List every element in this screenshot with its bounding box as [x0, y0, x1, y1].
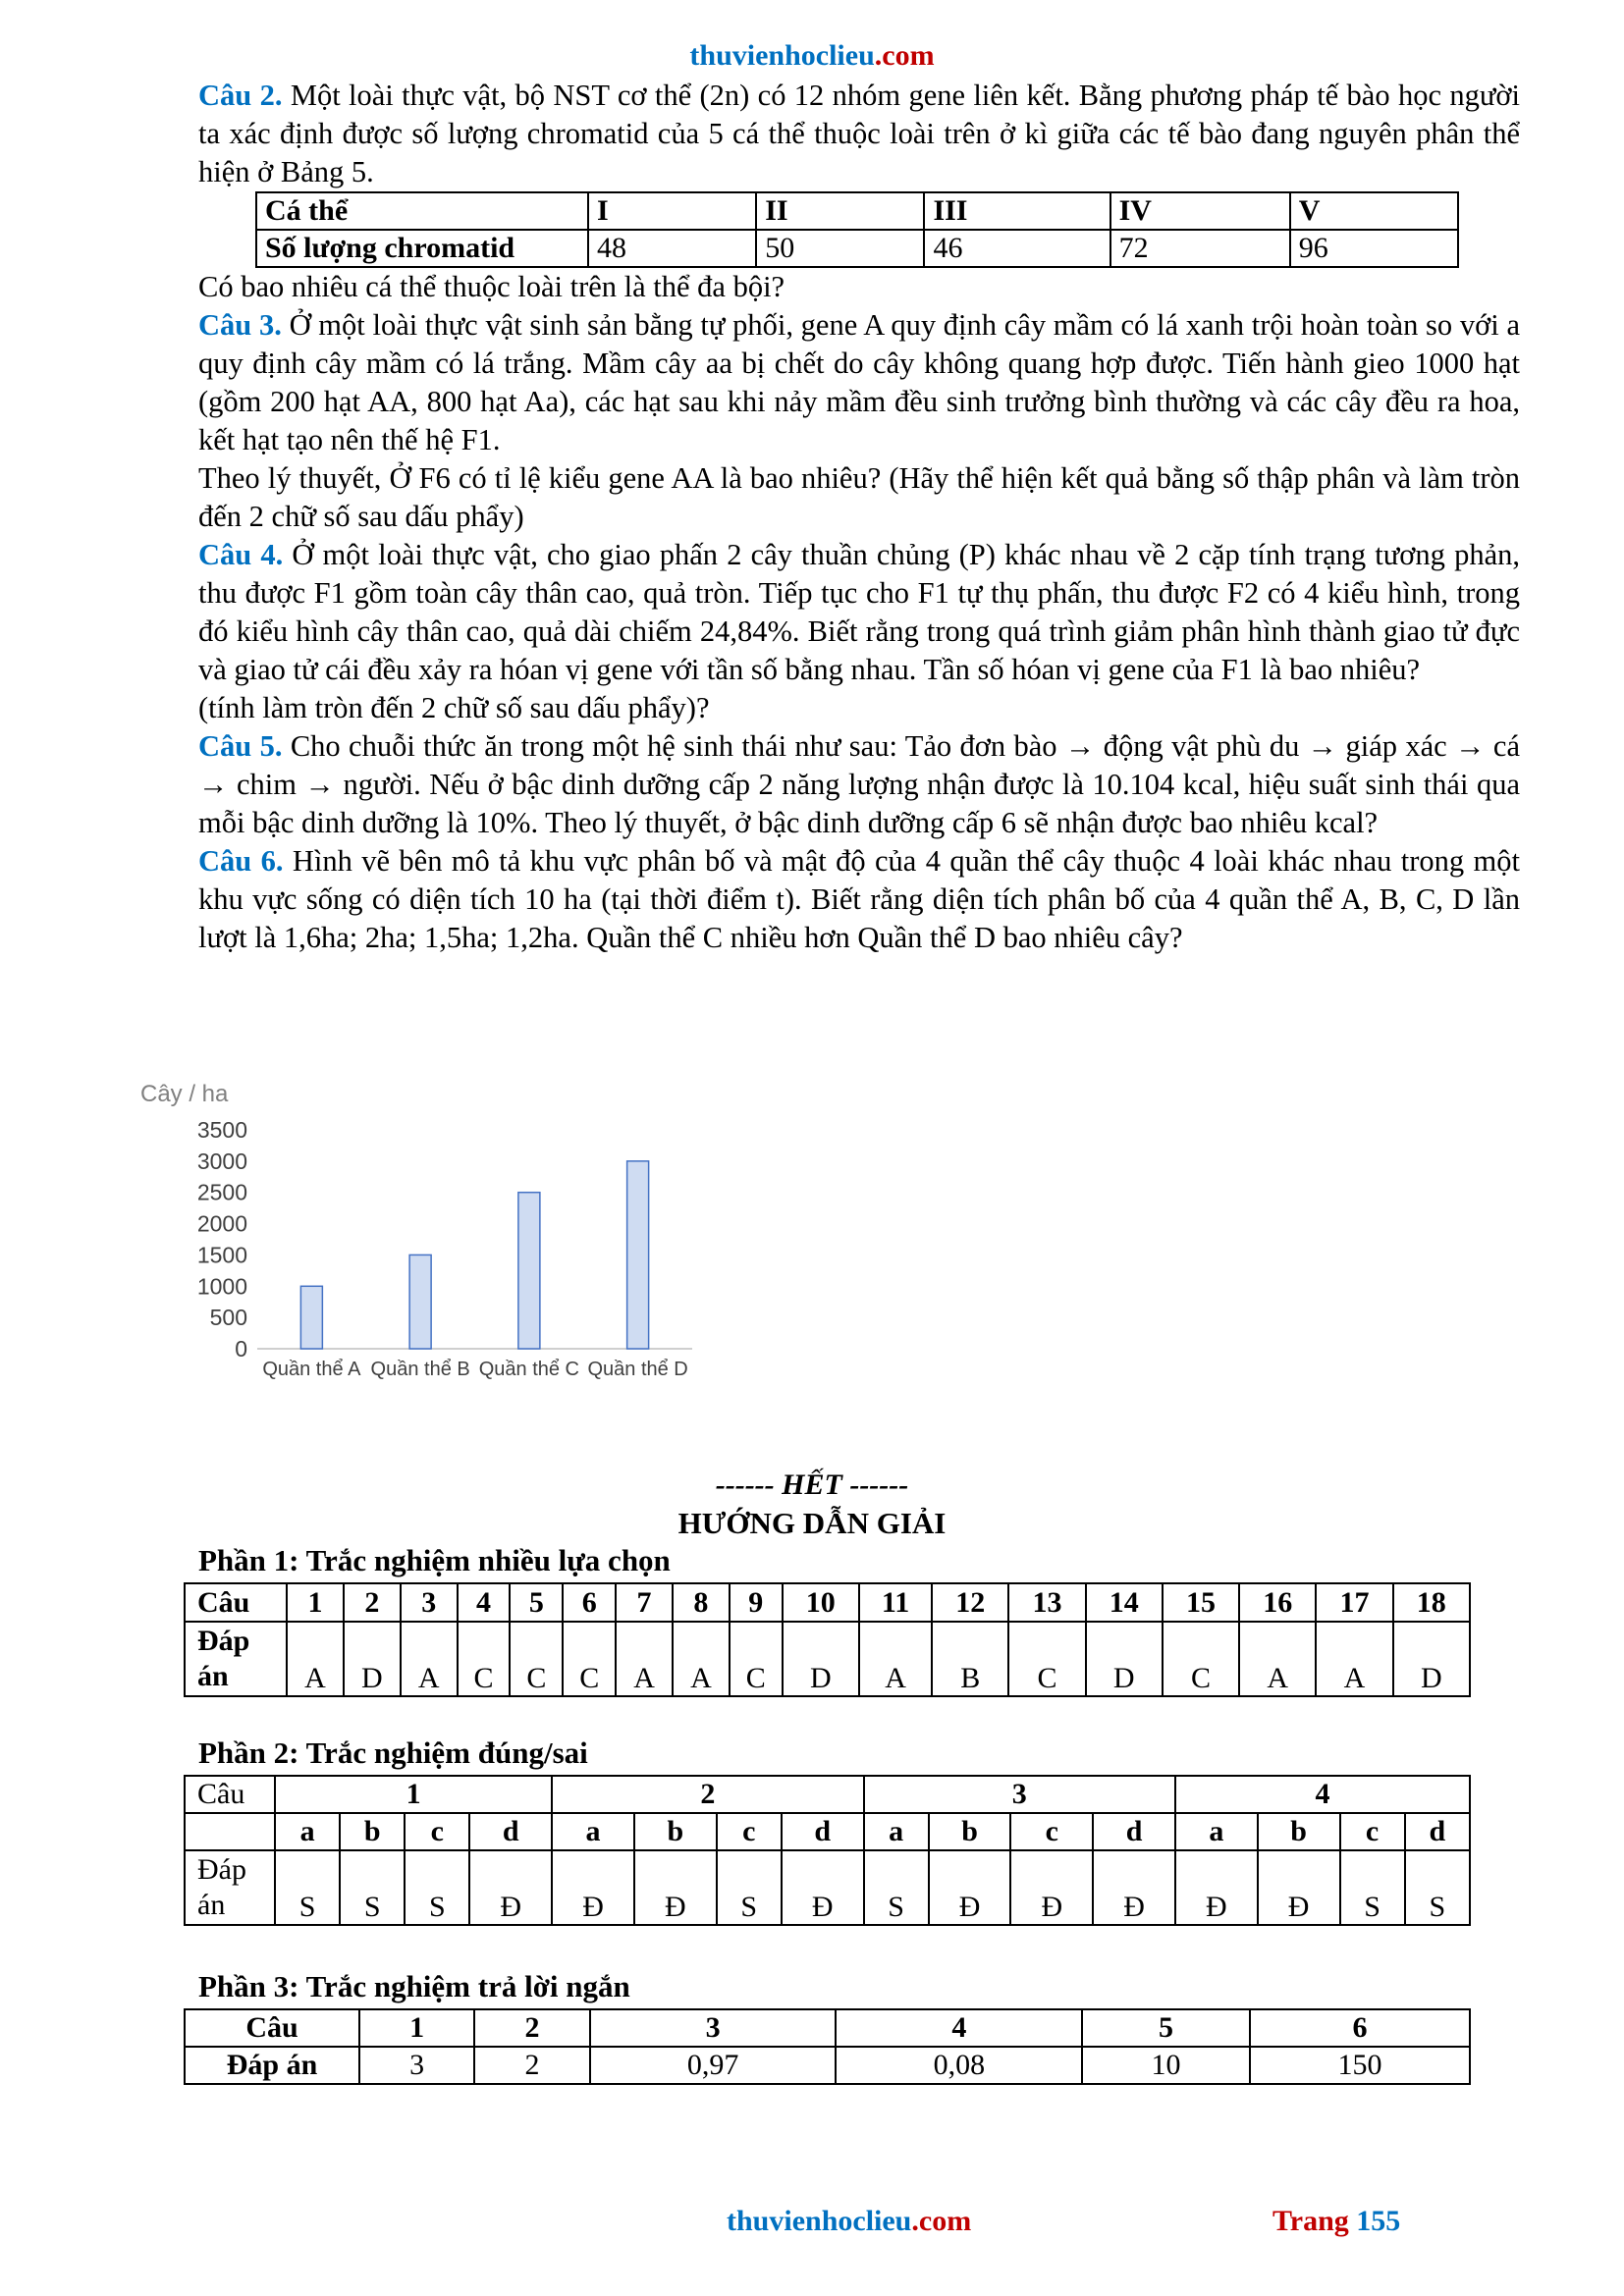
site-header [0, 39, 1624, 73]
answer-label-line2: án [197, 1889, 226, 1921]
answer-cell: Đ [1258, 1850, 1340, 1925]
sub-question-cell: d [1405, 1813, 1470, 1850]
table-cell: 46 [924, 230, 1110, 267]
sub-question-cell: c [717, 1813, 782, 1850]
sub-question-cell: d [1093, 1813, 1175, 1850]
answer-label-line2: án [197, 1660, 229, 1692]
table-cell: Câu [185, 1583, 287, 1622]
x-tick-label: Quần thể C [478, 1359, 580, 1380]
y-tick-label: 3000 [196, 1148, 247, 1174]
question-number-cell: 10 [783, 1583, 859, 1622]
y-tick-label: 1500 [196, 1242, 247, 1268]
answer-cell: 3 [359, 2047, 474, 2084]
part3-answer-table [184, 2008, 1471, 2085]
table-cell: I [588, 192, 756, 230]
question-number-cell: 15 [1163, 1583, 1239, 1622]
answer-cell: A [401, 1622, 458, 1696]
x-tick-label: Quần thể A [262, 1359, 361, 1380]
sub-question-cell: a [552, 1813, 634, 1850]
answer-cell: C [510, 1622, 563, 1696]
question-number-cell: 14 [1086, 1583, 1163, 1622]
table-row [185, 1850, 1470, 1925]
question-number-cell: 8 [673, 1583, 730, 1622]
question-number-cell: 3 [590, 2009, 837, 2047]
answer-cell: S [864, 1850, 929, 1925]
question-group-cell: 2 [552, 1776, 863, 1813]
question-3 [198, 306, 1520, 459]
density-bar-chart [137, 1078, 727, 1402]
sub-question-cell: b [340, 1813, 405, 1850]
table-cell: IV [1110, 192, 1290, 230]
footer-site [727, 2205, 971, 2238]
question-label: Câu 5. [198, 729, 283, 763]
question-group-cell: 3 [864, 1776, 1175, 1813]
answer-cell: A [1239, 1622, 1316, 1696]
answer-cell: S [405, 1850, 469, 1925]
answer-cell: Đ [634, 1850, 717, 1925]
question-text: Cho chuỗi thức ăn trong một hệ sinh thái như sau: Tảo đơn bào → động vật phù du → giáp xác → cá → chim → người. Nếu ở bậc dinh dưỡng cấp 2 năng lượng nhận được là 10.104 kcal, hiệu suất sinh thái qua mỗi bậc dinh dưỡng là 10%. Theo lý thuyết, ở bậc dinh dưỡng cấp 6 sẽ nhận được bao nhiêu kcal? [198, 729, 1520, 839]
site-domain: .com [874, 39, 935, 72]
table-cell: Câu [185, 2009, 359, 2047]
y-tick-label: 500 [209, 1305, 247, 1331]
table-cell: Số lượng chromatid [256, 230, 588, 267]
table-row [185, 1583, 1470, 1622]
answer-cell: A [616, 1622, 673, 1696]
table-cell: III [924, 192, 1110, 230]
sub-question-cell: c [1340, 1813, 1405, 1850]
table-cell: 72 [1110, 230, 1290, 267]
part1-answer-table [184, 1582, 1471, 1697]
answer-cell: C [730, 1622, 783, 1696]
footer-site-domain: .com [911, 2205, 972, 2237]
bar [300, 1286, 322, 1349]
question-5 [198, 727, 1520, 842]
answer-label [185, 1622, 287, 1696]
answer-cell: S [717, 1850, 782, 1925]
answer-label [185, 1850, 275, 1925]
question-number-cell: 6 [1250, 2009, 1470, 2047]
sub-question-cell: d [469, 1813, 552, 1850]
table-row [256, 192, 1458, 230]
answer-cell: 0,08 [836, 2047, 1082, 2084]
question-number-cell: 3 [401, 1583, 458, 1622]
question-number-cell: 13 [1008, 1583, 1085, 1622]
answer-cell: B [932, 1622, 1008, 1696]
table-cell: II [756, 192, 924, 230]
sub-question-cell: a [1175, 1813, 1258, 1850]
question-number-cell: 5 [1082, 2009, 1250, 2047]
table-cell: V [1290, 192, 1458, 230]
chart-ylabel: Cây / ha [140, 1081, 229, 1107]
question-number-cell: 12 [932, 1583, 1008, 1622]
table-cell [185, 1813, 275, 1850]
question-text: Một loài thực vật, bộ NST cơ thể (2n) có 12 nhóm gene liên kết. Bằng phương pháp tế bào học người ta xác định được số lượng chromatid của 5 cá thể thuộc loài trên ở kì giữa các tế bào đang nguyên phân thể hiện ở Bảng 5. [198, 79, 1520, 188]
question-group-cell: 4 [1175, 1776, 1470, 1813]
question-number-cell: 6 [563, 1583, 616, 1622]
y-tick-label: 0 [235, 1336, 247, 1362]
sub-question-cell: d [782, 1813, 864, 1850]
question-number-cell: 4 [836, 2009, 1082, 2047]
bar [518, 1193, 540, 1349]
answer-cell: Đ [782, 1850, 864, 1925]
question-label: Câu 4. [198, 538, 284, 571]
part3-title: Phần 3: Trắc nghiệm trả lời ngắn [198, 1969, 630, 2003]
answer-cell: A [1316, 1622, 1392, 1696]
y-tick-label: 1000 [196, 1273, 247, 1300]
answer-cell: D [783, 1622, 859, 1696]
answer-cell: 0,97 [590, 2047, 837, 2084]
answer-cell: 2 [474, 2047, 589, 2084]
sub-question-cell: b [634, 1813, 717, 1850]
question-4-note: (tính làm tròn đến 2 chữ số sau dấu phẩy)? [198, 691, 710, 724]
answer-cell: A [859, 1622, 932, 1696]
table-cell: 50 [756, 230, 924, 267]
question-6 [198, 842, 1520, 957]
x-tick-label: Quần thể B [370, 1359, 470, 1380]
answer-cell: Đ [1010, 1850, 1093, 1925]
table-cell: 48 [588, 230, 756, 267]
answer-cell: D [1393, 1622, 1470, 1696]
question-number-cell: 4 [458, 1583, 511, 1622]
answer-cell: Đ [929, 1850, 1011, 1925]
question-3-prompt: Theo lý thuyết, Ở F6 có tỉ lệ kiểu gene AA là bao nhiêu? (Hãy thể hiện kết quả bằng số thập phân và làm tròn đến 2 chữ số sau dấu phẩy) [198, 461, 1520, 533]
answer-cell: D [344, 1622, 401, 1696]
question-label: Câu 2. [198, 79, 283, 112]
part1-title: Phần 1: Trắc nghiệm nhiều lựa chọn [198, 1543, 671, 1577]
page-number [1272, 2205, 1400, 2238]
answer-cell: Đ [1175, 1850, 1258, 1925]
answer-cell: C [1008, 1622, 1085, 1696]
question-text: Hình vẽ bên mô tả khu vực phân bố và mật độ của 4 quần thể cây thuộc 4 loài khác nhau trong một khu vực sống có diện tích 10 ha (tại thời điểm t). Biết rằng diện tích phân bố của 4 quần thể A, B, C, D lần lượt là 1,6ha; 2ha; 1,5ha; 1,2ha. Quần thể C nhiều hơn Quần thể D bao nhiêu cây? [198, 844, 1520, 954]
answer-cell: 10 [1082, 2047, 1250, 2084]
table-cell: Cá thể [256, 192, 588, 230]
question-number-cell: 11 [859, 1583, 932, 1622]
page-label: Trang [1272, 2205, 1357, 2237]
answer-cell: 150 [1250, 2047, 1470, 2084]
answer-cell: S [1340, 1850, 1405, 1925]
bar [627, 1161, 649, 1349]
table-row [185, 1813, 1470, 1850]
answer-cell: C [563, 1622, 616, 1696]
part2-title: Phần 2: Trắc nghiệm đúng/sai [198, 1735, 588, 1770]
question-2 [198, 77, 1520, 191]
answer-cell: Đ [469, 1850, 552, 1925]
question-number-cell: 1 [287, 1583, 344, 1622]
table-row [185, 2009, 1470, 2047]
question-number-cell: 16 [1239, 1583, 1316, 1622]
question-number-cell: 5 [510, 1583, 563, 1622]
answer-label-line1: Đáp [197, 1625, 250, 1657]
bar [409, 1255, 431, 1349]
table-cell: Câu [185, 1776, 275, 1813]
question-number-cell: 2 [474, 2009, 589, 2047]
question-4 [198, 536, 1520, 689]
answer-cell: D [1086, 1622, 1163, 1696]
footer-site-name: thuvienhoclieu [727, 2205, 912, 2237]
y-tick-label: 2000 [196, 1210, 247, 1237]
questions-section [198, 77, 1520, 957]
answer-cell: S [275, 1850, 340, 1925]
table-row [256, 230, 1458, 267]
table-row [185, 1776, 1470, 1813]
answer-cell: S [340, 1850, 405, 1925]
page-number-value: 155 [1356, 2205, 1401, 2237]
answer-label-line1: Đáp [197, 1853, 246, 1886]
table-row [185, 1622, 1470, 1696]
answer-cell: C [458, 1622, 511, 1696]
site-name: thuvienhoclieu [689, 39, 875, 72]
chromatid-table [255, 191, 1459, 268]
part2-answer-table [184, 1775, 1471, 1926]
sub-question-cell: c [1010, 1813, 1093, 1850]
sub-question-cell: b [1258, 1813, 1340, 1850]
answer-cell: A [673, 1622, 730, 1696]
question-group-cell: 1 [275, 1776, 552, 1813]
question-number-cell: 9 [730, 1583, 783, 1622]
sub-question-cell: c [405, 1813, 469, 1850]
question-number-cell: 7 [616, 1583, 673, 1622]
answer-cell: Đ [1093, 1850, 1175, 1925]
sub-question-cell: a [275, 1813, 340, 1850]
sub-question-cell: b [929, 1813, 1011, 1850]
table-cell: Đáp án [185, 2047, 359, 2084]
table-row [185, 2047, 1470, 2084]
guide-title: HƯỚNG DẪN GIẢI [677, 1506, 947, 1540]
question-text: Ở một loài thực vật, cho giao phấn 2 cây thuần chủng (P) khác nhau về 2 cặp tính trạng tương phản, thu được F1 gồm toàn cây thân cao, quả tròn. Tiếp tục cho F1 tự thụ phấn, thu được F2 có 4 kiểu hình, trong đó kiểu hình cây thân cao, quả dài chiếm 24,84%. Biết rằng trong quá trình giảm phân hình thành giao tử đực và giao tử cái đều xảy ra hóan vị gene với tần số bằng nhau. Tần số hóan vị gene của F1 là bao nhiêu? [198, 538, 1520, 686]
x-tick-label: Quần thể D [587, 1359, 688, 1380]
sub-question-cell: a [864, 1813, 929, 1850]
answer-cell: A [287, 1622, 344, 1696]
end-mark: ------ HẾT ------ [715, 1468, 909, 1501]
answer-cell: Đ [552, 1850, 634, 1925]
question-2-prompt: Có bao nhiêu cá thể thuộc loài trên là thể đa bội? [198, 270, 785, 303]
y-tick-label: 3500 [196, 1117, 247, 1143]
answer-cell: C [1163, 1622, 1239, 1696]
question-label: Câu 3. [198, 308, 282, 342]
question-text: Ở một loài thực vật sinh sản bằng tự phối, gene A quy định cây mầm có lá xanh trội hoàn toàn so với a quy định cây mầm có lá trắng. Mầm cây aa bị chết do cây không quang hợp được. Tiến hành gieo 1000 hạt (gồm 200 hạt AA, 800 hạt Aa), các hạt sau khi nảy mầm đều sinh trưởng bình thường và các cây đều ra hoa, kết hạt tạo nên thế hệ F1. [198, 308, 1520, 456]
answer-cell: S [1405, 1850, 1470, 1925]
question-number-cell: 18 [1393, 1583, 1470, 1622]
question-number-cell: 17 [1316, 1583, 1392, 1622]
y-tick-label: 2500 [196, 1179, 247, 1205]
table-cell: 96 [1290, 230, 1458, 267]
question-label: Câu 6. [198, 844, 284, 878]
question-number-cell: 2 [344, 1583, 401, 1622]
question-number-cell: 1 [359, 2009, 474, 2047]
